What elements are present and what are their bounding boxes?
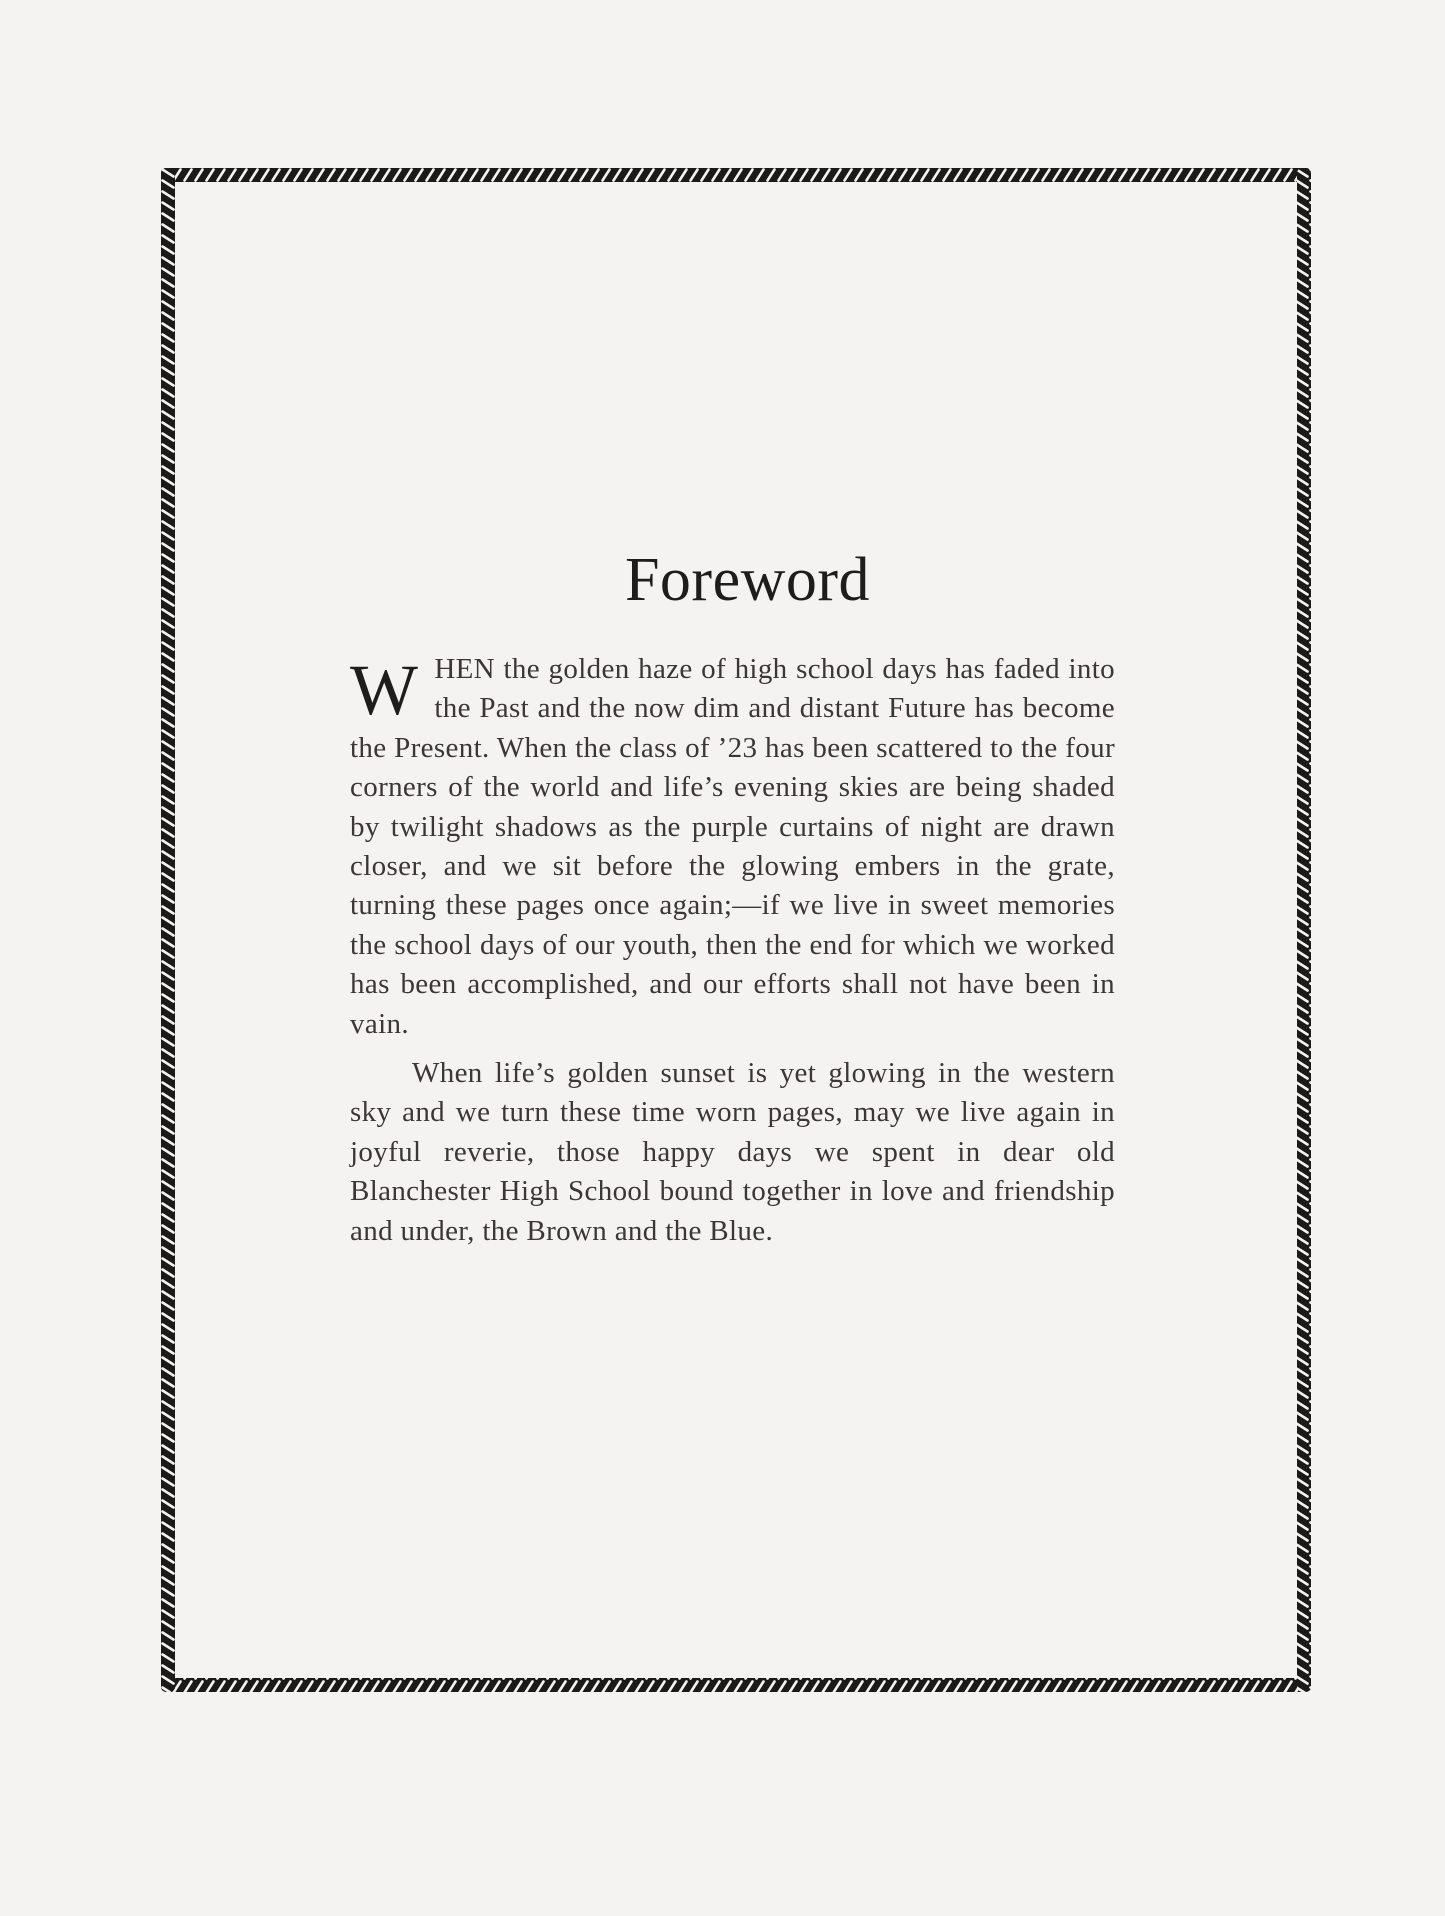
rope-border-bottom [161,1678,1311,1692]
foreword-content [350,545,1115,1251]
foreword-paragraph-2: When life’s golden sunset is yet glowing in the western sky and we turn these time worn pages, may we live again in joyful reverie, those happy days we spent in dear old Blanchester High School bound together in love and friendship and under, the Brown and the Blue. [350,1057,1115,1247]
paragraph-1-text: HEN the golden haze of high school days has faded into the Past and the now dim and distant Future has become the Present. When the class of ’23 has been scattered to the four corners of the world and life’s evening skies are being shaded by twilight shadows as the purple curtains of night are drawn closer, and we sit before the glowing embers in the grate, turning these pages once again;—if we live in sweet memories the school days of our youth, then the end for which we worked has been accomplished, and our efforts shall not have been in vain. [350,653,1115,1040]
rope-border-right [1297,168,1311,1692]
rope-border-left [161,168,175,1692]
foreword-paragraph-1 [350,650,1115,1044]
drop-cap: W [350,650,419,730]
rope-border-top [161,168,1311,182]
page-title: Foreword [624,546,871,614]
